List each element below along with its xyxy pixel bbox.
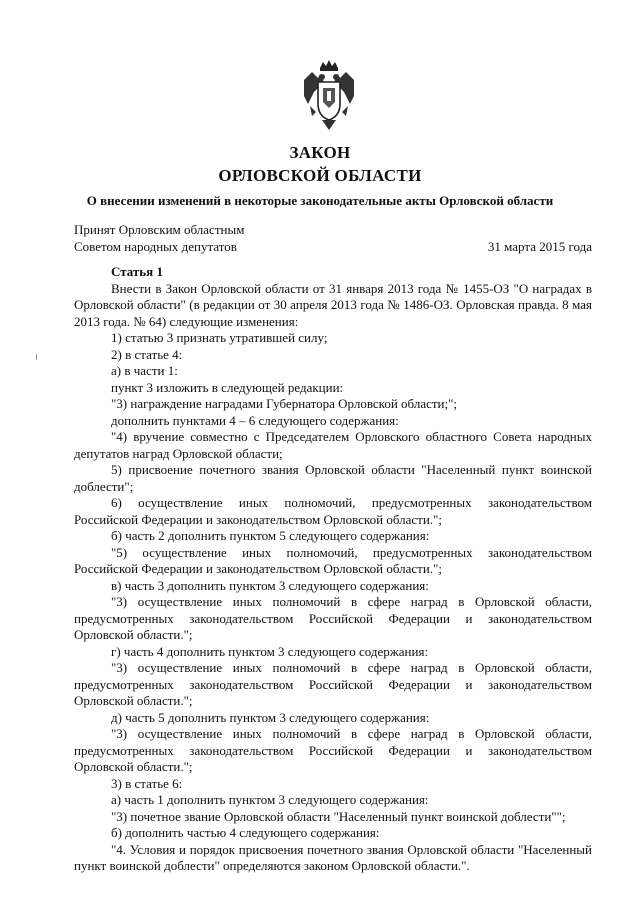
- adoption-line-1: Принят Орловским областным: [74, 222, 245, 237]
- article-paragraph: "4. Условия и порядок присвоения почетного звания Орловской области "Населенный пункт воинской доблести" определяются законом Орловской области.".: [74, 841, 592, 873]
- article-paragraph: а) часть 1 дополнить пунктом 3 следующего содержания:: [111, 792, 429, 807]
- coat-of-arms-icon: [298, 58, 360, 132]
- title-line-1: ЗАКОН: [289, 143, 351, 162]
- article-paragraph: г) часть 4 дополнить пунктом 3 следующего содержания:: [111, 643, 429, 659]
- article-paragraph: д) часть 5 дополнить пунктом 3 следующего содержания:: [111, 709, 430, 725]
- article-heading: Статья 1: [111, 264, 163, 279]
- article-paragraph: б) часть 2 дополнить пунктом 5 следующего содержания:: [111, 528, 430, 543]
- adoption-note: [74, 221, 244, 255]
- article-paragraph: "3) осуществление иных полномочий в сфере наград в Орловской области, предусмотренных законодательством Российской Федерации и законодательством Орловской области.";: [74, 660, 592, 708]
- adoption-date: 31 марта 2015 года: [487, 239, 592, 254]
- document-title: [0, 141, 640, 187]
- article-paragraph: 1) статью 3 признать утратившей силу;: [111, 330, 328, 345]
- article-paragraph: 2) в статье 4:: [111, 346, 183, 362]
- article-paragraph: "3) почетное звание Орловской области "Населенный пункт воинской доблести"";: [111, 808, 566, 824]
- article-paragraph: 6) осуществление иных полномочий, предусмотренных законодательством Российской Федерации и законодательством Орловской области.";: [74, 495, 592, 527]
- article-paragraph: б) дополнить частью 4 следующего содержания:: [111, 825, 380, 840]
- article-paragraph: "3) осуществление иных полномочий в сфере наград в Орловской области, предусмотренных законодательством Российской Федерации и законодательством Орловской области.";: [74, 594, 592, 642]
- article-paragraph: 5) присвоение почетного звания Орловской области "Населенный пункт воинской доблести";: [74, 462, 592, 494]
- title-line-2: ОРЛОВСКОЙ ОБЛАСТИ: [218, 166, 422, 185]
- adoption-line-2: Советом народных депутатов: [74, 239, 237, 254]
- article-paragraph: дополнить пунктами 4 – 6 следующего содержания:: [111, 412, 399, 428]
- article-body: [74, 264, 592, 875]
- margin-mark: [36, 354, 37, 360]
- article-paragraph: "3) осуществление иных полномочий в сфере наград в Орловской области, предусмотренных законодательством Российской Федерации и законодательством Орловской области.";: [74, 726, 592, 774]
- article-paragraph: 3) в статье 6:: [111, 775, 183, 791]
- article-paragraph: Внести в Закон Орловской области от 31 января 2013 года № 1455-ОЗ "О наградах в Орловской области" (в редакции от 30 апреля 2013 года № 1486-ОЗ. Орловская правда. 8 мая 2013 года. № 64) следующие изменения:: [74, 280, 592, 329]
- article-paragraph: "3) награждение наградами Губернатора Орловской области;";: [111, 396, 458, 411]
- article-paragraph: "5) осуществление иных полномочий, предусмотренных законодательством Российской Федерации и законодательством Орловской области.";: [74, 544, 592, 576]
- article-paragraphs: [74, 281, 592, 875]
- article-paragraph: "4) вручение совместно с Председателем Орловского областного Совета народных депутатов наград Орловской области;: [74, 429, 592, 461]
- article-paragraph: в) часть 3 дополнить пунктом 3 следующего содержания:: [111, 577, 429, 593]
- document-subtitle: О внесении изменений в некоторые законодательные акты Орловской области: [86, 193, 554, 208]
- article-paragraph: а) в части 1:: [111, 363, 178, 378]
- article-paragraph: пункт 3 изложить в следующей редакции:: [111, 379, 344, 395]
